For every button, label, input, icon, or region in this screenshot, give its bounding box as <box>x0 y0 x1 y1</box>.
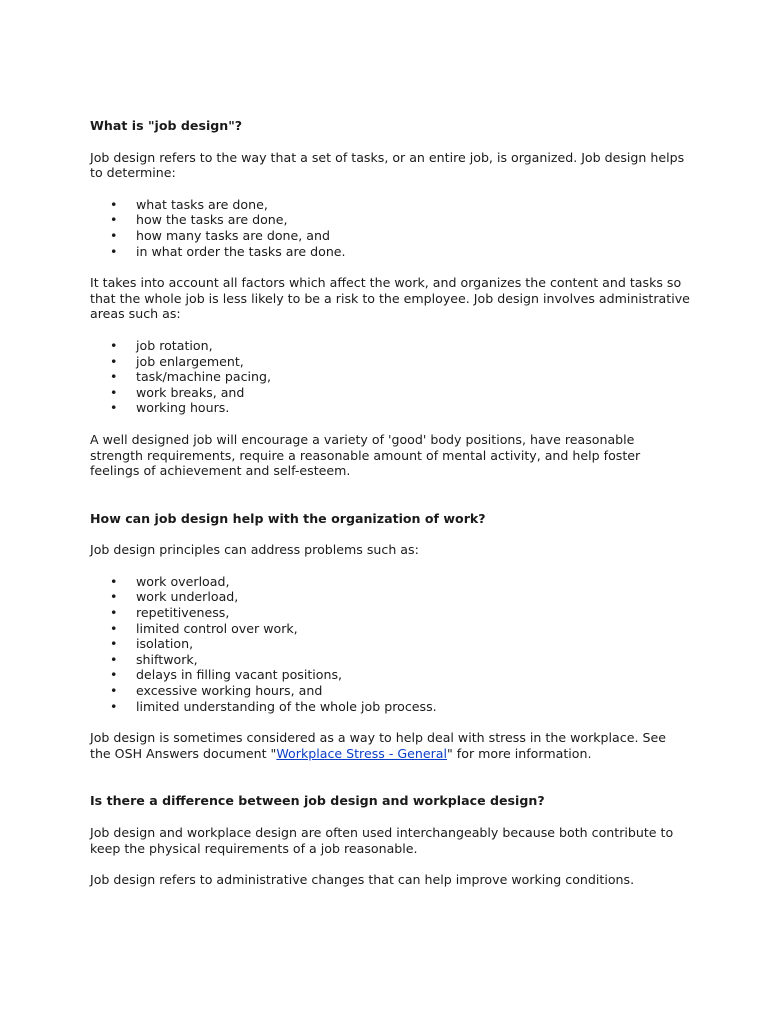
workplace-stress-link[interactable]: Workplace Stress - General <box>276 745 448 761</box>
section-heading-what-is-job-design: What is "job design"? <box>90 118 243 133</box>
bullet-icon: • <box>110 589 118 605</box>
list-item: • limited control over work, <box>110 620 298 636</box>
bullet-icon: • <box>110 698 118 714</box>
bullet-icon: • <box>110 667 118 683</box>
section-1-paragraph-2: It takes into account all factors which affect the work, and organizes the content and tasks so that the whole job is less likely to be a risk to the employee. Job design involves administrative areas such as: <box>90 275 690 322</box>
list-item: • limited understanding of the whole job process. <box>110 698 437 714</box>
bullet-icon: • <box>110 683 118 699</box>
bullet-icon: • <box>110 212 118 228</box>
section-heading-organization-of-work: How can job design help with the organization of work? <box>90 510 486 526</box>
bullet-icon: • <box>110 651 118 667</box>
section-1-list-2 <box>90 338 690 416</box>
list-item: • job rotation, <box>110 337 213 353</box>
document-page <box>90 118 690 888</box>
list-item: • excessive working hours, and <box>110 683 323 699</box>
section-1-intro: Job design refers to the way that a set of tasks, or an entire job, is organized. Job design helps to determine: <box>90 149 685 181</box>
bullet-icon: • <box>110 353 118 369</box>
section-1-list-1 <box>90 197 690 259</box>
list-item: • work breaks, and <box>110 384 245 400</box>
section-3-paragraph-1: Job design and workplace design are often used interchangeably because both contribute to keep the physical requirements of a job reasonable. <box>90 825 674 856</box>
list-item: • delays in filling vacant positions, <box>110 667 343 683</box>
list-item: • job enlargement, <box>110 353 244 369</box>
bullet-icon: • <box>110 620 118 636</box>
list-item: • what tasks are done, <box>110 196 268 212</box>
section-2-paragraph-2: Job design is sometimes considered as a way to help deal with stress in the workplace. See the OSH Answers document "Workplace Stress - General" for more information. <box>90 730 666 761</box>
list-item: • how many tasks are done, and <box>110 227 330 243</box>
section-3-paragraph-2: Job design refers to administrative changes that can help improve working conditions. <box>90 872 635 888</box>
list-item: • isolation, <box>110 636 194 652</box>
list-item: • in what order the tasks are done. <box>110 243 346 259</box>
bullet-icon: • <box>110 605 118 621</box>
list-item: • how the tasks are done, <box>110 212 288 228</box>
section-2-list <box>90 574 690 714</box>
section-heading-job-vs-workplace-design: Is there a difference between job design and workplace design? <box>90 793 545 809</box>
list-item: • working hours. <box>110 400 230 416</box>
bullet-icon: • <box>110 400 118 416</box>
section-2-intro: Job design principles can address problems such as: <box>90 542 419 558</box>
list-item: • task/machine pacing, <box>110 369 271 385</box>
bullet-icon: • <box>110 636 118 652</box>
section-1-paragraph-3: A well designed job will encourage a variety of 'good' body positions, have reasonable strength requirements, require a reasonable amount of mental activity, and help foster feelings of achievement and self-esteem. <box>90 431 641 479</box>
list-item: • work underload, <box>110 589 239 605</box>
list-item: • work overload, <box>110 573 230 589</box>
bullet-icon: • <box>110 196 118 212</box>
bullet-icon: • <box>110 227 118 243</box>
list-item: • shiftwork, <box>110 651 198 667</box>
bullet-icon: • <box>110 243 118 259</box>
bullet-icon: • <box>110 369 118 385</box>
bullet-icon: • <box>110 384 118 400</box>
bullet-icon: • <box>110 573 118 589</box>
bullet-icon: • <box>110 337 118 353</box>
list-item: • repetitiveness, <box>110 605 230 621</box>
